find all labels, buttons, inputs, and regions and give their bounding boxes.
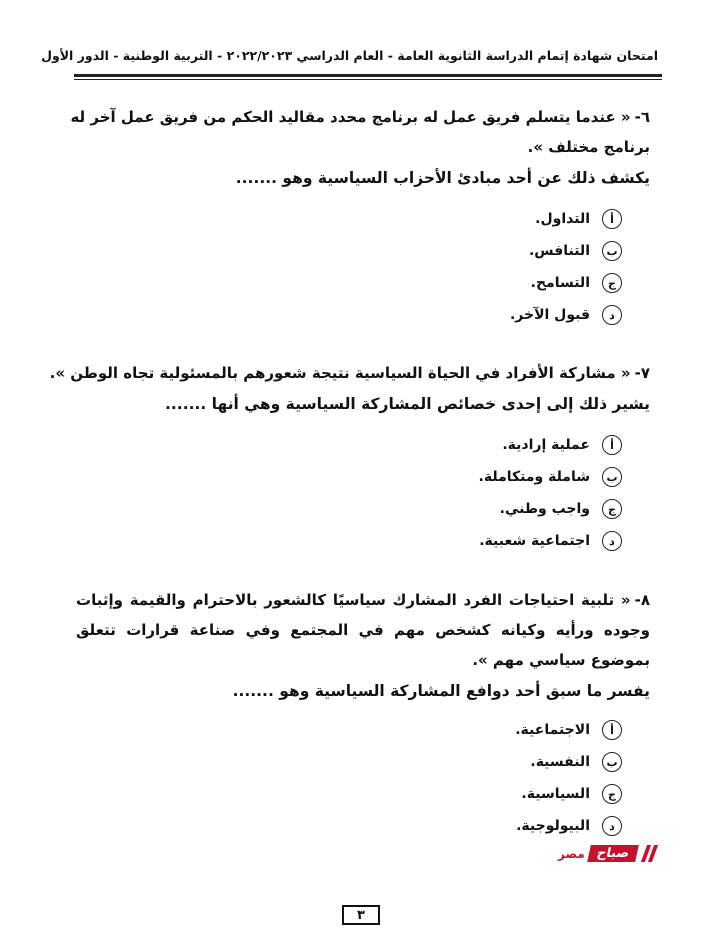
option-7-c[interactable] — [479, 493, 622, 525]
question-8-line-3: بموضوع سياسي مهم ». — [472, 651, 650, 669]
page-number: ٣ — [342, 905, 380, 925]
option-text: شاملة ومتكاملة. — [478, 469, 590, 485]
exam-header: امتحان شهادة إتمام الدراسة الثانوية العامة - العام الدراسي ٢٠٢٢/٢٠٢٣ - التربية الوطنية - الدور الأول — [41, 48, 658, 63]
option-6-b[interactable] — [510, 235, 622, 267]
option-7-d[interactable] — [479, 525, 622, 557]
header-rule — [74, 74, 662, 80]
question-6 — [70, 102, 650, 194]
option-letter-circle: ج — [602, 784, 622, 804]
sabah-masr-logo — [554, 845, 655, 862]
option-8-d[interactable] — [515, 810, 622, 842]
option-8-b[interactable] — [515, 746, 622, 778]
option-6-d[interactable] — [510, 299, 622, 331]
question-6-prompt: يكشف ذلك عن أحد مبادئ الأحزاب السياسية وهو ....... — [235, 169, 650, 187]
option-8-c[interactable] — [515, 778, 622, 810]
question-8-prompt: يفسر ما سبق أحد دوافع المشاركة السياسية وهو ....... — [232, 682, 650, 700]
question-6-text-1: « عندما يتسلم فريق عمل له برنامج محدد مقاليد الحكم من فريق عمل آخر له — [70, 108, 631, 126]
option-text: عملية إرادية. — [502, 437, 590, 453]
option-letter-circle: ب — [602, 467, 622, 487]
option-letter-circle: د — [602, 305, 622, 325]
option-text: الاجتماعية. — [515, 722, 590, 738]
option-text: اجتماعية شعبية. — [479, 533, 590, 549]
question-7 — [49, 358, 650, 420]
option-6-a[interactable] — [510, 203, 622, 235]
question-8 — [76, 585, 650, 707]
option-text: التنافس. — [528, 243, 590, 259]
option-letter-circle: أ — [602, 720, 622, 740]
option-letter-circle: ج — [602, 499, 622, 519]
question-7-text-1: « مشاركة الأفراد في الحياة السياسية نتيجة شعورهم بالمسئولية تجاه الوطن ». — [49, 364, 631, 382]
question-7-line-1 — [49, 358, 650, 388]
option-8-a[interactable] — [515, 714, 622, 746]
question-8-options — [515, 714, 622, 842]
question-6-line-2: برنامج مختلف ». — [527, 138, 650, 156]
logo-brand: صباح — [587, 845, 639, 862]
question-8-line-2: وجوده ورأيه وكيانه كشخص مهم في المجتمع وفي صناعة قرارات تتعلق — [76, 621, 650, 639]
question-6-number: ٦- — [634, 108, 650, 126]
option-letter-circle: د — [602, 816, 622, 836]
option-letter-circle: أ — [602, 209, 622, 229]
question-6-options — [510, 203, 622, 331]
logo-suffix: مصر — [558, 846, 585, 861]
option-6-c[interactable] — [510, 267, 622, 299]
option-text: التداول. — [535, 211, 590, 227]
option-text: السياسية. — [521, 786, 590, 802]
option-letter-circle: ب — [602, 241, 622, 261]
option-text: قبول الآخر. — [509, 307, 590, 323]
question-8-text-1: « تلبية احتياجات الفرد المشارك سياسيًا كالشعور بالاحترام والقيمة وإثبات — [76, 591, 631, 609]
option-text: البيولوجية. — [516, 818, 590, 834]
option-letter-circle: د — [602, 531, 622, 551]
option-7-b[interactable] — [479, 461, 622, 493]
question-6-line-1 — [70, 102, 650, 132]
question-8-number: ٨- — [634, 591, 650, 609]
option-7-a[interactable] — [479, 429, 622, 461]
question-7-options — [479, 429, 622, 557]
option-text: التسامح. — [530, 275, 590, 291]
question-8-line-1 — [76, 585, 650, 615]
option-letter-circle: أ — [602, 435, 622, 455]
option-letter-circle: ج — [602, 273, 622, 293]
option-text: واجب وطني. — [499, 501, 590, 517]
option-text: النفسية. — [530, 754, 590, 770]
logo-stripes — [641, 845, 655, 862]
option-letter-circle: ب — [602, 752, 622, 772]
question-7-number: ٧- — [634, 364, 650, 382]
question-7-prompt: يشير ذلك إلى إحدى خصائص المشاركة السياسية وهي أنها ....... — [165, 395, 650, 413]
